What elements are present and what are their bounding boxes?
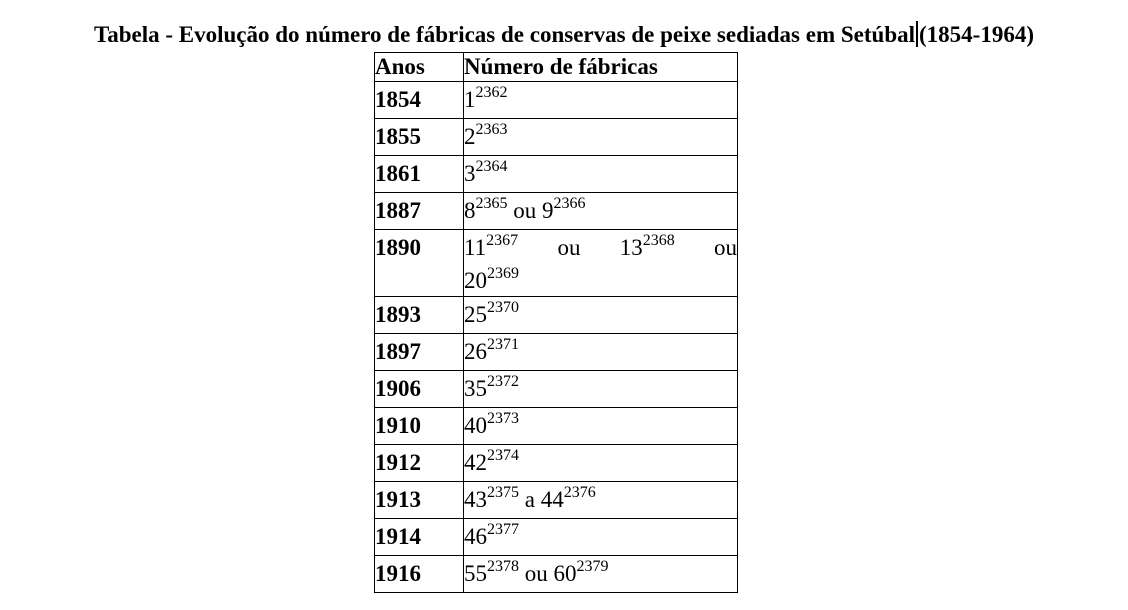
factory-count-value: [464, 84, 508, 112]
footnote-reference: 2363: [475, 121, 508, 138]
count-number: 11: [464, 235, 487, 260]
footnote-reference: 2362: [475, 84, 508, 101]
factory-count-value: [464, 336, 519, 364]
count-number: 43: [464, 487, 487, 512]
factory-count-value: [464, 158, 508, 186]
column-header-factory-count: Número de fábricas: [464, 53, 738, 82]
factory-count-value: [464, 410, 519, 438]
footnote-reference: 2367: [486, 232, 519, 249]
table-title-dates: (1854-1964): [919, 22, 1034, 47]
count-number: 3: [464, 161, 476, 186]
count-number: 44: [540, 487, 564, 512]
count-number: 25: [464, 302, 487, 327]
table-row: [375, 156, 738, 193]
factory-count-cell: [464, 445, 738, 482]
footnote-reference: 2378: [487, 558, 519, 575]
year-cell: 1890: [375, 230, 464, 297]
factory-count-cell: [464, 297, 738, 334]
year-cell: 1914: [375, 519, 464, 556]
year-cell: 1897: [375, 334, 464, 371]
footnote-reference: 2369: [487, 265, 519, 282]
count-number: 9: [542, 198, 554, 223]
count-number: 1: [464, 87, 476, 112]
factory-count-value: [540, 484, 596, 512]
footnote-reference: 2376: [563, 484, 596, 501]
footnote-reference: 2366: [553, 195, 586, 212]
year-cell: 1906: [375, 371, 464, 408]
factory-count-cell: [464, 482, 738, 519]
factory-count-value: [464, 373, 519, 401]
table-header-row: [375, 53, 738, 82]
factory-count-cell: [464, 156, 738, 193]
footnote-reference: 2372: [487, 373, 519, 390]
footnote-reference: 2364: [475, 158, 508, 175]
factory-count-value: [464, 230, 518, 266]
count-number: 60: [553, 561, 577, 586]
year-cell: 1887: [375, 193, 464, 230]
count-number: 13: [619, 235, 643, 260]
year-cell: 1910: [375, 408, 464, 445]
footnote-reference: 2371: [487, 336, 519, 353]
table-row: [375, 334, 738, 371]
factories-table: [374, 52, 738, 593]
count-separator: ou: [513, 198, 537, 223]
count-line: [464, 266, 737, 296]
year-cell: 1913: [375, 482, 464, 519]
factory-count-cell: [464, 371, 738, 408]
table-row: [375, 193, 738, 230]
factory-count-cell: [464, 556, 738, 593]
table-row: [375, 519, 738, 556]
table-row: [375, 408, 738, 445]
factory-count-cell: [464, 193, 738, 230]
table-row: [375, 445, 738, 482]
count-number: 35: [464, 376, 487, 401]
count-number: 55: [464, 561, 487, 586]
factory-count-cell: [464, 82, 738, 119]
factory-count-value: [620, 230, 675, 266]
factory-count-cell: [464, 119, 738, 156]
count-line: [464, 230, 737, 266]
table-body: [375, 82, 738, 593]
footnote-reference: 2368: [642, 232, 675, 249]
factory-count-value: [464, 299, 519, 327]
footnote-reference: 2370: [487, 299, 519, 316]
factory-count-cell: [464, 408, 738, 445]
footnote-reference: 2365: [475, 195, 508, 212]
footnote-reference: 2373: [487, 410, 519, 427]
count-number: 8: [464, 198, 476, 223]
factory-count-value: [464, 521, 519, 549]
table-title: [0, 21, 1128, 49]
factory-count-value: [464, 558, 519, 586]
factory-count-value: [464, 265, 519, 293]
year-cell: 1916: [375, 556, 464, 593]
table-row: [375, 297, 738, 334]
count-separator: ou: [557, 235, 581, 260]
factory-count-cell: [464, 334, 738, 371]
table-title-text: Tabela - Evolução do número de fábricas de conservas de peixe sediadas em Setúbal: [94, 22, 916, 47]
factory-count-value: [464, 195, 508, 223]
count-number: 42: [464, 450, 487, 475]
count-separator: a: [524, 487, 535, 512]
footnote-reference: 2379: [576, 558, 609, 575]
factory-count-value: [464, 484, 519, 512]
factory-count-cell: [464, 230, 738, 297]
text-cursor: [916, 21, 918, 47]
year-cell: 1861: [375, 156, 464, 193]
count-number: 26: [464, 339, 487, 364]
column-header-years: Anos: [375, 53, 464, 82]
count-number: 2: [464, 124, 476, 149]
year-cell: 1893: [375, 297, 464, 334]
count-separator: ou: [524, 561, 548, 586]
factory-count-cell: [464, 519, 738, 556]
table-row: [375, 482, 738, 519]
count-number: 20: [464, 268, 487, 293]
table-row: [375, 230, 738, 297]
year-cell: 1912: [375, 445, 464, 482]
table-row: [375, 371, 738, 408]
factory-count-value: [542, 195, 586, 223]
count-number: 46: [464, 524, 487, 549]
factory-count-value: [464, 447, 519, 475]
factory-count-value: [464, 121, 508, 149]
year-cell: 1854: [375, 82, 464, 119]
year-cell: 1855: [375, 119, 464, 156]
count-separator: ou: [714, 235, 737, 260]
table-row: [375, 119, 738, 156]
count-number: 40: [464, 413, 487, 438]
table-row: [375, 82, 738, 119]
footnote-reference: 2374: [487, 447, 519, 464]
factory-count-value: [553, 558, 609, 586]
footnote-reference: 2375: [487, 484, 519, 501]
table-row: [375, 556, 738, 593]
footnote-reference: 2377: [487, 521, 519, 538]
